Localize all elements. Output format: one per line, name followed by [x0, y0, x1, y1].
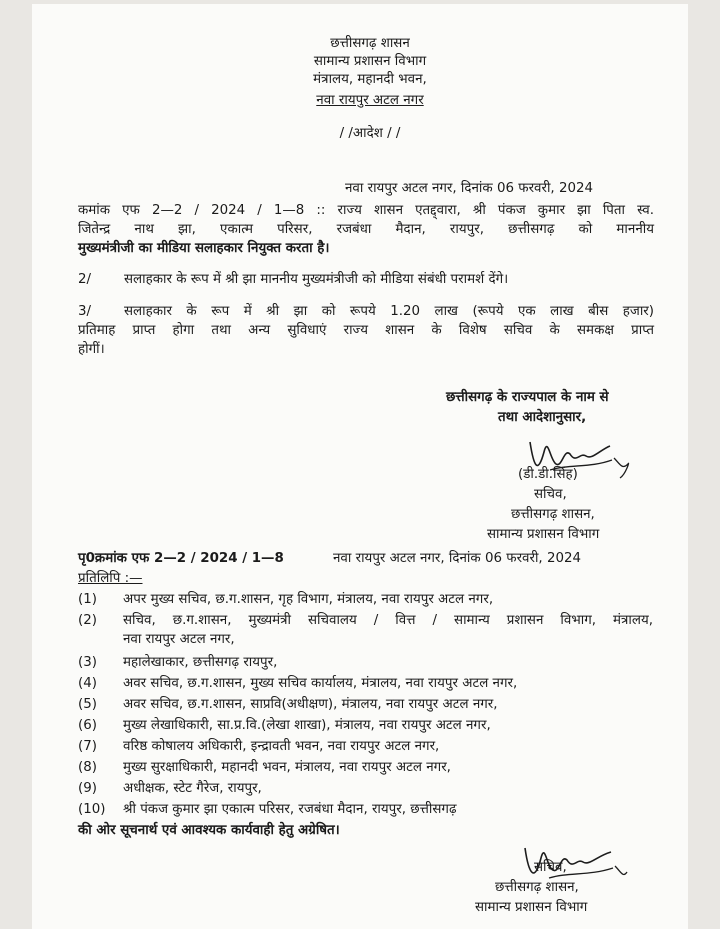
signature-2: [515, 828, 635, 888]
copy-item-text: श्री पंकज कुमार झा एकात्म परिसर, रजबंधा मैदान, रायपुर, छत्तीसगढ़: [123, 802, 457, 817]
signatory-2-org: छत्तीसगढ़ शासन,: [495, 880, 579, 895]
signatory-dept: सामान्य प्रशासन विभाग: [487, 527, 600, 542]
order-title: / /आदेश / /: [339, 126, 401, 141]
order-para1-line3: मुख्यमंत्रीजी का मीडिया सलाहकार नियुक्त करता है।: [78, 241, 330, 256]
copy-item-number: (5): [78, 697, 97, 712]
copy-item-number: (7): [78, 739, 97, 754]
copy-item-text-cont: नवा रायपुर अटल नगर,: [123, 632, 235, 647]
copy-item-number: (1): [78, 592, 97, 607]
copy-item-number: (6): [78, 718, 97, 733]
copy-item-text: अवर सचिव, छ.ग.शासन, साप्रवि(अधीक्षण), मंत्रालय, नवा रायपुर अटल नगर,: [123, 697, 498, 712]
signatory-designation: सचिव,: [534, 487, 567, 502]
header-govt: छत्तीसगढ़ शासन: [330, 36, 410, 51]
copy-item-number: (4): [78, 676, 97, 691]
copy-item-number: (8): [78, 760, 97, 775]
header-dept: सामान्य प्रशासन विभाग: [313, 54, 427, 69]
order-para1-line2: जितेन्द्र नाथ झा, एकात्म परिसर, रजबंधा मैदान, रायपुर, छत्तीसगढ़ को माननीय: [78, 222, 654, 237]
copy-item-text: वरिष्ठ कोषालय अधिकारी, इन्द्रावती भवन, नवा रायपुर अटल नगर,: [123, 739, 440, 754]
copy-label: प्रतिलिपि :—: [78, 571, 143, 586]
copy-item-text: महालेखाकार, छत्तीसगढ़ रायपुर,: [123, 655, 278, 670]
copy-item-text: सचिव, छ.ग.शासन, मुख्यमंत्री सचिवालय / वित्त / सामान्य प्रशासन विभाग, मंत्रालय,: [123, 613, 653, 628]
order-para3-number: 3/: [78, 304, 92, 319]
copy-item-text: अवर सचिव, छ.ग.शासन, मुख्य सचिव कार्यालय, मंत्रालय, नवा रायपुर अटल नगर,: [123, 676, 518, 691]
copy-item-number: (10): [78, 802, 106, 817]
closing-line: की ओर सूचनार्थ एवं आवश्यक कार्यवाही हेतु अग्रेषित।: [78, 823, 340, 838]
copy-item-text: मुख्य लेखाधिकारी, सा.प्र.वि.(लेखा शाखा), मंत्रालय, नवा रायपुर अटल नगर,: [123, 718, 491, 733]
endorsement-place-date: नवा रायपुर अटल नगर, दिनांक 06 फरवरी, 2024: [333, 551, 582, 566]
header-city: नवा रायपुर अटल नगर: [316, 93, 424, 108]
order-place-date: नवा रायपुर अटल नगर, दिनांक 06 फरवरी, 2024: [345, 181, 594, 196]
copy-item-text: अपर मुख्य सचिव, छ.ग.शासन, गृह विभाग, मंत्रालय, नवा रायपुर अटल नगर,: [123, 592, 494, 607]
signatory-2-dept: सामान्य प्रशासन विभाग: [475, 900, 588, 915]
authority-line: छत्तीसगढ़ के राज्यपाल के नाम से: [446, 390, 609, 405]
signatory-name: (डी.डी.सिंह): [518, 467, 578, 482]
order-para3-line1: सलाहकार के रूप में श्री झा को रूपये 1.20 लाख (रूपये एक लाख बीस हजार): [124, 304, 654, 319]
order-para3-line2: प्रतिमाह प्राप्त होगा तथा अन्य सुविधाएं राज्य शासन के विशेष सचिव के समकक्ष प्राप्त: [78, 323, 654, 338]
signatory-2-designation: सचिव,: [534, 860, 567, 875]
signatory-org: छत्तीसगढ़ शासन,: [511, 507, 595, 522]
copy-item-text: मुख्य सुरक्षाधिकारी, महानदी भवन, मंत्रालय, नवा रायपुर अटल नगर,: [123, 760, 451, 775]
endorsement-ref: पृ0क्रमांक एफ 2—2 / 2024 / 1—8: [78, 551, 284, 566]
copy-item-text: अधीक्षक, स्टेट गैरेज, रायपुर,: [123, 781, 262, 796]
order-para1-line1: कमांक एफ 2—2 / 2024 / 1—8 :: राज्य शासन एतद्द्वारा, श्री पंकज कुमार झा पिता स्व.: [78, 203, 654, 218]
by-order-line: तथा आदेशानुसार,: [498, 410, 587, 425]
order-para3-line3: होगीं।: [78, 342, 105, 357]
header-office: मंत्रालय, महानदी भवन,: [313, 72, 427, 87]
copy-item-number: (3): [78, 655, 97, 670]
order-para2-text: सलाहकार के रूप में श्री झा माननीय मुख्यमंत्रीजी को मीडिया संबंधी परामर्श देंगे।: [124, 272, 509, 287]
copy-item-number: (9): [78, 781, 97, 796]
order-para2-number: 2/: [78, 272, 92, 287]
copy-item-number: (2): [78, 613, 97, 628]
